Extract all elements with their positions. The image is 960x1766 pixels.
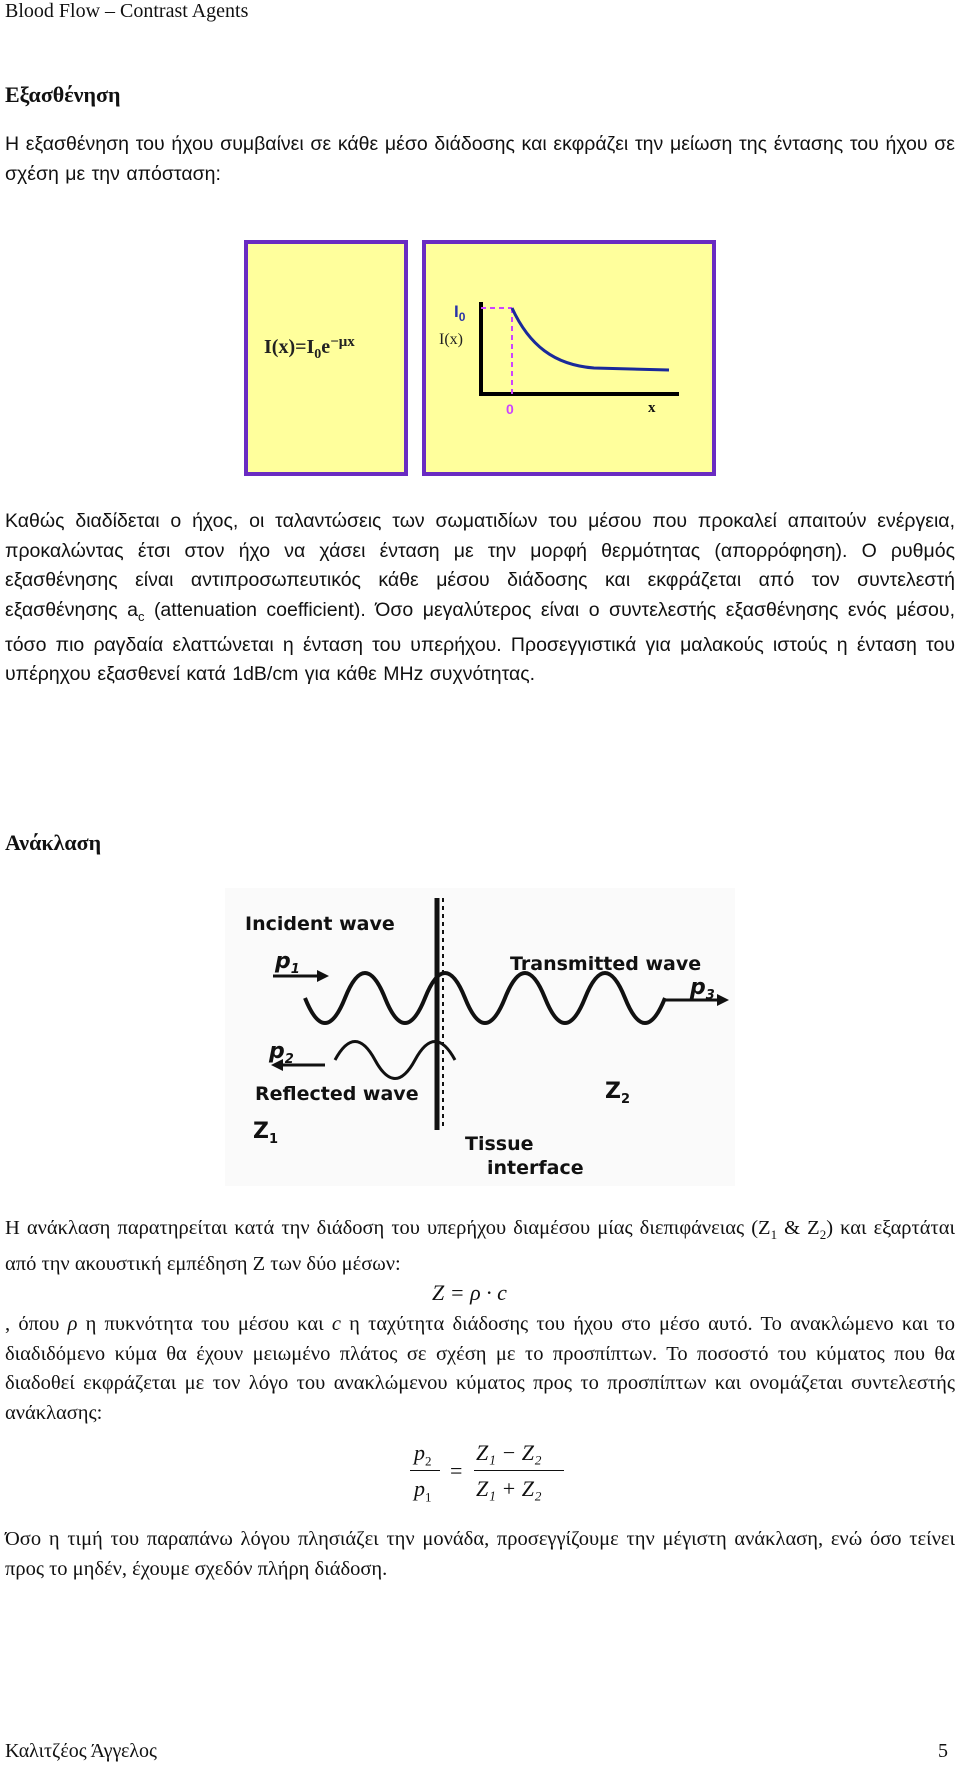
tissue-label: Tissue <box>465 1133 534 1155</box>
p1-label: $p_1$ <box>275 949 300 977</box>
running-header: Blood Flow – Contrast Agents <box>5 0 249 22</box>
frac-equals: = <box>450 1458 463 1483</box>
incident-wave-label: Incident wave <box>245 913 395 935</box>
graph-origin-label: 0 <box>506 401 514 417</box>
graph-panel <box>424 242 714 474</box>
frac-rhs-line <box>474 1470 564 1471</box>
z1-label: $Z_1$ <box>253 1119 278 1147</box>
reflection-coefficient-formula <box>410 1440 570 1510</box>
interface-label: interface <box>487 1157 584 1179</box>
reflection-paragraph-a: Η ανάκλαση παρατηρείται κατά την διάδοση του υπερήχου διαμέσου μίας διεπιφάνειας ($Z_1$ & $Z_2$) και εξαρτάται από την ακουστική εμπέδηση Z των δύο μέσων: <box>5 1217 956 1275</box>
footer-page-number: 5 <box>938 1740 948 1762</box>
reflected-wave-label: Reflected wave <box>255 1083 419 1105</box>
reflection-paragraph-c: Όσο η τιμή του παραπάνω λόγου πλησιάζει την μονάδα, προσεγγίζουμε την μέγιστη ανάκλαση, ενώ όσο τείνει προς το μηδέν, έχουμε σχεδόν πλήρη διάδοση. <box>5 1528 955 1580</box>
attenuation-figure <box>244 240 716 476</box>
frac-rhs-den: Z₁ + Z₂ <box>476 1476 542 1501</box>
frac-rhs-num: Z₁ − Z₂ <box>476 1440 542 1465</box>
formula-panel <box>246 242 406 474</box>
section-heading-reflection: Ανάκλαση <box>5 830 102 855</box>
p2-label: $p_2$ <box>269 1039 294 1067</box>
frac-lhs-line <box>410 1470 440 1471</box>
attenuation-body: Καθώς διαδίδεται ο ήχος, οι ταλαντώσεις των σωματιδίων του μέσου που προκαλεί απαιτούν ενέργεια, προκαλώντας έτσι στον ήχο να χάσει ένταση με την μορφή θερμότητας (απορρόφηση). Ο ρυθμός εξασθένησης είναι αντιπροσωπευτικός κάθε μέσου διάδοσης και εκφράζεται από τον συντελεστή εξασθένησης $a_c$ (attenuation coefficient). Όσο μεγαλύτερος είναι ο συντελεστής εξασθένησης ενός μέσου, τόσο πιο ραγδαία ελαττώνεται η ένταση του υπερήχου. Προσεγγιστικά για μαλακούς ιστούς η ένταση του υπέρηχου εξασθενεί κατά 1dB/cm για κάθε MHz συχνότητας. <box>5 510 955 686</box>
reflection-figure <box>225 888 735 1186</box>
footer-author: Καλιτζέος Άγγελος <box>5 1740 157 1762</box>
reflection-paragraph-b: , όπου ρ η πυκνότητα του μέσου και c η ταχύτητα διάδοσης του ήχου στο μέσο αυτό. Το ανακλώμενο και το διαδιδόμενο κύμα θα έχουν μειωμένο πλάτος σε σχέση με το προσπίπτων. Το ποσοστό του κύματος που θα διαδοθεί εκφράζεται με τον λόγο του ανακλώμενου κύματος προς το προσπίπτων και ονομάζεται συντελεστής ανάκλασης: <box>5 1313 955 1424</box>
graph-i0-label: $I_0$ <box>454 302 466 324</box>
impedance-formula: Z = ρ · c <box>432 1280 507 1305</box>
attenuation-intro: Η εξασθένηση του ήχου συμβαίνει σε κάθε μέσο διάδοσης και εκφράζει την μείωση της έντασης του ήχου σε σχέση με την απόσταση: <box>5 133 955 185</box>
graph-ix-label: I(x) <box>439 331 463 348</box>
frac-lhs-den: $p_1$ <box>414 1476 432 1505</box>
formula-label: $I(x)=I_0e^{-\mu x}$ <box>264 334 355 362</box>
transmitted-wave-label: Transmitted wave <box>510 953 702 975</box>
frac-lhs-num: $p_2$ <box>414 1440 432 1469</box>
z2-label: $Z_2$ <box>605 1079 630 1107</box>
p3-label: $p_3$ <box>690 975 715 1003</box>
section-heading-attenuation: Εξασθένηση <box>5 82 121 107</box>
graph-x-label: x <box>648 400 656 416</box>
